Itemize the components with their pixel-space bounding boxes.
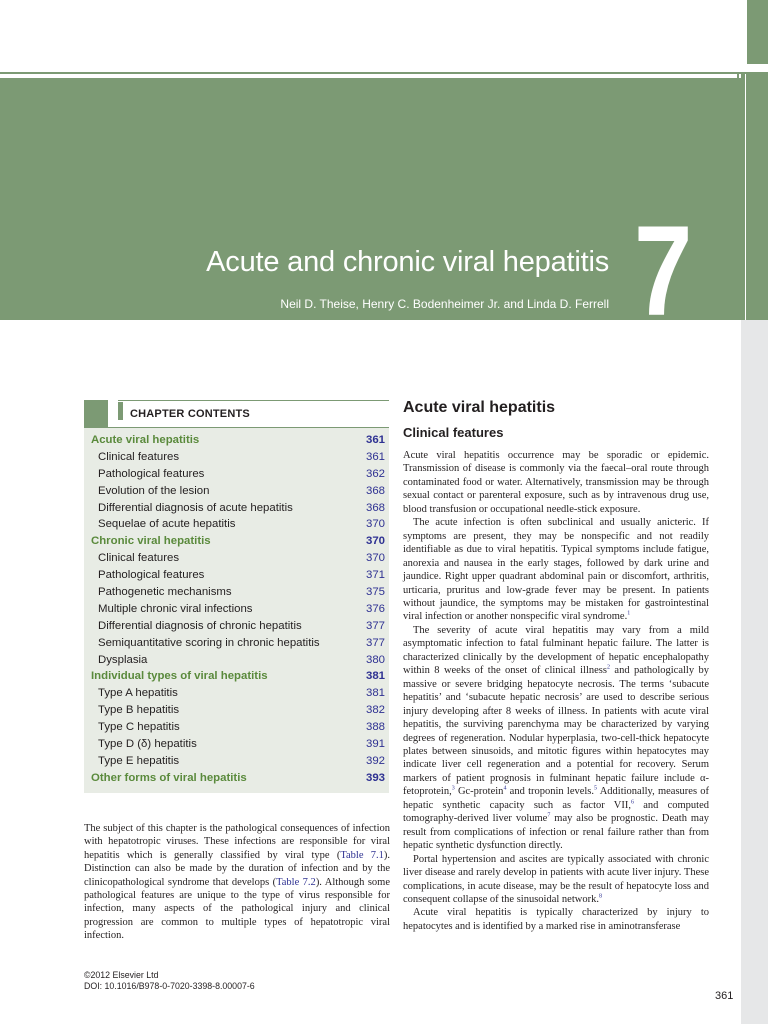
reference-link[interactable]: 2 [606,664,610,671]
contents-entry-label: Differential diagnosis of acute hepatitis [98,501,293,514]
contents-subsection-entry[interactable] [84,685,389,702]
contents-entry-label: Sequelae of acute hepatitis [98,518,236,531]
contents-entry-page: 377 [365,619,385,632]
page-number: 361 [715,990,734,1002]
body-text: Gc-protein [454,786,504,798]
contents-subsection-entry[interactable] [84,567,389,584]
contents-entry-page: 370 [365,552,385,565]
contents-section-entry[interactable] [84,770,389,787]
body-text: and pathologically by massive or severe bridging hepatocyte necrosis. The terms ‘subacute hepatitis’ and ‘subacute hepatic necrosis’ are used to describe serious injury developing after 8 weeks of illness. In patients with acute viral hepatitis, the surviving parenchyma may be characterized by varying degrees of regeneration. Nodular hyperplasia, two-cell-thick hepatocyte plates between sinusoids, and mitotic figures within hepatocytes may indicate liver cell regeneration and a potential for recovery. Serum markers of patient prognosis in fulminant hepatic failure include α-fetoprotein, [403,665,709,798]
chapter-contents-heading: CHAPTER CONTENTS [130,408,250,420]
contents-entry-page: 371 [365,569,385,582]
intro-text-2: ). Distinction can also be made by the duration of infection and by the clinicopathological syndrome that develops ( [84,849,390,888]
contents-entry-label: Differential diagnosis of chronic hepatitis [98,619,302,632]
body-paragraph [403,516,709,624]
body-paragraph: Acute viral hepatitis occurrence may be sporadic or epidemic. Transmission of disease is commonly via the faecal–oral route through contaminated food or water. Alternatively, transmission may be through sexual contact or parenteral exposure, such as by intravenous drug use, blood transfusion or occupational needle-stick exposure. [403,450,709,515]
contents-section-entry[interactable] [84,533,389,550]
reference-link[interactable]: 5 [594,785,598,792]
contents-entry-label: Acute viral hepatitis [91,434,200,446]
contents-entry-label: Type C hepatitis [98,721,180,734]
top-rule [0,72,768,74]
contents-entry-page: 361 [365,434,385,446]
right-margin-strip-line [745,74,746,320]
corner-tab [747,0,768,64]
contents-subsection-entry[interactable] [84,635,389,652]
body-text: and troponin levels. [506,786,595,798]
contents-entry-label: Type A hepatitis [98,687,178,700]
contents-subsection-entry[interactable] [84,736,389,753]
reference-link[interactable]: 7 [547,812,551,819]
contents-entry-page: 368 [365,501,385,514]
intro-paragraph [84,822,390,943]
contents-entry-page: 361 [365,450,385,463]
contents-entry-page: 381 [365,687,385,700]
chapter-banner [0,78,741,320]
contents-subsection-entry[interactable] [84,466,389,483]
body-text: may also be prognostic. Death may result from complications of infection or renal failure rather than from hepatic synthetic dysfunction directly. [403,813,709,852]
contents-entry-label: Evolution of the lesion [98,484,210,497]
contents-entry-page: 388 [365,721,385,734]
chapter-contents-header [84,400,389,428]
contents-entry-page: 362 [365,467,385,480]
contents-subsection-entry[interactable] [84,601,389,618]
section-heading: Acute viral hepatitis [403,399,556,416]
contents-entry-page: 382 [365,704,385,717]
contents-entry-page: 370 [365,535,385,548]
contents-entry-label: Type B hepatitis [98,704,180,717]
contents-header-bottom-rule [84,427,389,428]
contents-entry-label: Semiquantitative scoring in chronic hepatitis [98,636,320,649]
body-paragraph [403,853,709,907]
contents-header-square [84,400,108,428]
contents-entry-page: 377 [365,636,385,649]
chapter-authors: Neil D. Theise, Henry C. Bodenheimer Jr. and Linda D. Ferrell [280,297,609,311]
contents-subsection-entry[interactable] [84,500,389,517]
contents-subsection-entry[interactable] [84,449,389,466]
contents-section-entry[interactable] [84,432,389,449]
contents-subsection-entry[interactable] [84,652,389,669]
contents-entry-label: Pathogenetic mechanisms [98,586,232,599]
contents-entry-label: Clinical features [98,552,180,565]
section-subheading: Clinical features [403,425,504,440]
contents-entry-page: 393 [365,771,385,784]
body-text-column [403,449,709,933]
contents-entry-label: Dysplasia [98,653,148,666]
footer-copyright-block [84,970,255,992]
table-7-1-link[interactable]: Table 7.1 [340,849,384,861]
contents-subsection-entry[interactable] [84,584,389,601]
contents-entry-page: 370 [365,518,385,531]
body-paragraph [403,624,709,853]
chapter-contents-box [84,400,389,793]
contents-entry-label: Pathological features [98,569,205,582]
contents-entry-page: 376 [365,602,385,615]
contents-subsection-entry[interactable] [84,618,389,635]
body-paragraph: Acute viral hepatitis is typically characterized by injury to hepatocytes and is identified by a marked rise in aminotransferase [403,907,709,932]
contents-entry-label: Multiple chronic viral infections [98,602,253,615]
chapter-title: Acute and chronic viral hepatitis [206,246,609,278]
reference-link[interactable]: 4 [503,785,507,792]
doi-line: DOI: 10.1016/B978-0-7020-3398-8.00007-6 [84,981,255,991]
contents-entry-label: Clinical features [98,450,180,463]
contents-subsection-entry[interactable] [84,719,389,736]
body-text: and computed tomography-derived liver volume [403,799,709,825]
chapter-number: 7 [634,200,693,343]
contents-list [84,432,389,787]
contents-subsection-entry[interactable] [84,753,389,770]
reference-link[interactable]: 1 [627,610,631,617]
body-text: Additionally, measures of hepatic synthetic capacity such as factor VII, [403,786,710,811]
table-7-2-link[interactable]: Table 7.2 [276,876,316,888]
reference-link[interactable]: 8 [598,893,602,900]
reference-link[interactable]: 3 [451,785,455,792]
contents-entry-page: 381 [365,670,385,683]
contents-section-entry[interactable] [84,668,389,685]
contents-subsection-entry[interactable] [84,550,389,567]
contents-subsection-entry[interactable] [84,483,389,500]
contents-entry-page: 391 [365,738,385,751]
intro-text-1: The subject of this chapter is the pathological consequences of infection with hepatotropic viruses. These infections are responsible for viral hepatitis which is generally classified by viral type ( [84,823,390,861]
contents-header-rule [118,400,389,401]
contents-entry-page: 380 [365,653,385,666]
body-text: The acute infection is often subclinical and usually anicteric. If symptoms are present, they may be nonspecific and not readily identifiable as due to viral hepatitis. Typical symptoms include fatigue, anorexia and nausea in the early stages, followed by dark urine and jaundice. Right upper quadrant abdominal pain or discomfort, arthritis, urticaria, pruritus and low-grade fever may be present. In patients without jaundice, the symptoms may be mistaken for gastrointestinal viral infection or another nonspecific viral syndrome. [403,517,709,623]
contents-entry-label: Individual types of viral hepatitis [91,670,268,683]
copyright-line: ©2012 Elsevier Ltd [84,970,159,980]
contents-subsection-entry[interactable] [84,702,389,719]
body-text: Portal hypertension and ascites are typically associated with chronic liver disease and rarely develop in patients with acute liver injury. These complications, in acute disease, may be the result of hepatocyte loss and consequent collapse of the sinusoidal network. [403,853,709,905]
contents-entry-page: 375 [365,586,385,599]
contents-entry-label: Chronic viral hepatitis [91,535,211,548]
reference-link[interactable]: 6 [631,799,634,806]
contents-entry-label: Type D (δ) hepatitis [98,738,197,751]
contents-entry-page: 392 [365,754,385,767]
body-text: The severity of acute viral hepatitis may vary from a mild asymptomatic infection to fatal fulminant hepatic failure. The latter is characterized clinically by the development of hepatic encephalopathy within 8 weeks of the onset of clinical illness [403,624,709,677]
contents-subsection-entry[interactable] [84,516,389,533]
contents-entry-label: Other forms of viral hepatitis [91,771,247,784]
contents-entry-page: 368 [365,484,385,497]
contents-header-bar [118,402,123,420]
intro-text-3: ). Although some pathological features are unique to the type of virus responsible for infection, many aspects of the pathological injury and clinical progression are common to multiple types of hepatotropic viral infection. [84,876,391,942]
contents-entry-label: Type E hepatitis [98,754,180,767]
contents-entry-label: Pathological features [98,467,205,480]
banner-edge-line [737,74,739,320]
